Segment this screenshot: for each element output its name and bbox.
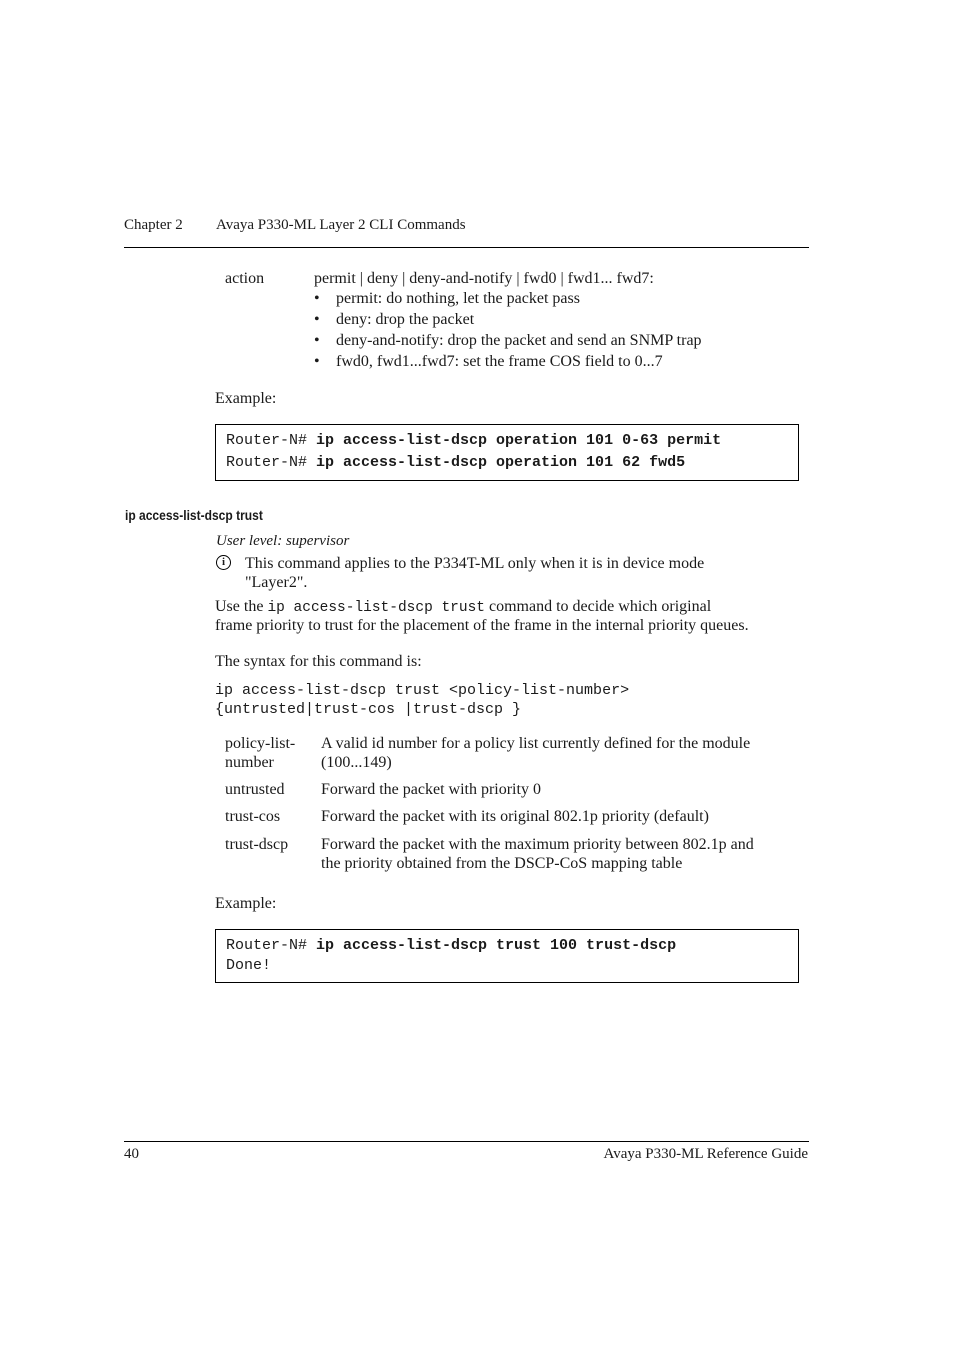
use-text: Use the — [215, 598, 268, 615]
param-desc: Forward the packet with its original 802.1p priority (default) — [321, 808, 709, 825]
page-number: 40 — [124, 1146, 139, 1162]
example-label: Example: — [215, 390, 277, 407]
chapter-label: Chapter 2 — [124, 217, 183, 233]
use-text: command to decide which original — [484, 598, 712, 615]
bullet-icon: • — [314, 332, 320, 349]
header-rule — [124, 247, 809, 248]
code-command: ip access-list-dscp trust 100 trust-dscp — [316, 937, 677, 954]
bullet-item: fwd0, fwd1...fwd7: set the frame COS field to 0...7 — [336, 353, 663, 370]
syntax-line-2: {untrusted|trust-cos |trust-dscp } — [215, 701, 522, 718]
header-title: Avaya P330-ML Layer 2 CLI Commands — [216, 217, 466, 233]
param-action-name: action — [225, 270, 265, 287]
note-line-2: "Layer2". — [245, 574, 308, 591]
info-icon: i — [216, 555, 231, 570]
footer-title: Avaya P330-ML Reference Guide — [603, 1146, 808, 1162]
bullet-item: deny-and-notify: drop the packet and send an SNMP trap — [336, 332, 702, 349]
section-heading: ip access-list-dscp trust — [125, 507, 263, 523]
user-level: User level: supervisor — [216, 533, 350, 549]
code-line — [226, 454, 685, 471]
code-prompt: Router-N# — [226, 454, 317, 471]
syntax-intro: The syntax for this command is: — [215, 653, 422, 670]
example-label: Example: — [215, 895, 277, 912]
code-example-box — [215, 424, 799, 481]
code-line — [226, 937, 676, 954]
code-result: Done! — [226, 957, 272, 974]
use-paragraph-line-1 — [215, 597, 711, 618]
note-line-1: This command applies to the P334T-ML only when it is in device mode — [245, 555, 705, 572]
code-prompt: Router-N# — [226, 432, 317, 449]
param-desc: A valid id number for a policy list currently defined for the module (100...149) — [321, 735, 751, 771]
bullet-item: deny: drop the packet — [336, 311, 475, 328]
param-desc: Forward the packet with priority 0 — [321, 781, 541, 798]
bullet-icon: • — [314, 311, 320, 328]
bullet-icon: • — [314, 290, 320, 307]
param-desc: Forward the packet with the maximum priority between 802.1p and the priority obtained from the DSCP-CoS mapping table — [321, 836, 754, 872]
param-name: trust-dscp — [225, 836, 289, 853]
code-command: ip access-list-dscp operation 101 62 fwd5 — [316, 454, 686, 471]
bullet-item: permit: do nothing, let the packet pass — [336, 290, 580, 307]
use-paragraph-line-2: frame priority to trust for the placement of the frame in the internal priority queues. — [215, 617, 749, 634]
footer-rule — [124, 1141, 809, 1142]
code-command: ip access-list-dscp operation 101 0-63 permit — [316, 432, 722, 449]
inline-code: ip access-list-dscp trust — [267, 600, 485, 616]
code-prompt: Router-N# — [226, 937, 317, 954]
syntax-line-1: ip access-list-dscp trust <policy-list-number> — [215, 682, 630, 699]
param-name: untrusted — [225, 781, 285, 798]
code-example-box — [215, 929, 799, 983]
code-line — [226, 432, 721, 449]
param-action-values: permit | deny | deny-and-notify | fwd0 | fwd1... fwd7: — [314, 270, 654, 287]
bullet-icon: • — [314, 353, 320, 370]
param-name: trust-cos — [225, 808, 281, 825]
param-name: policy-list- number — [225, 735, 296, 771]
